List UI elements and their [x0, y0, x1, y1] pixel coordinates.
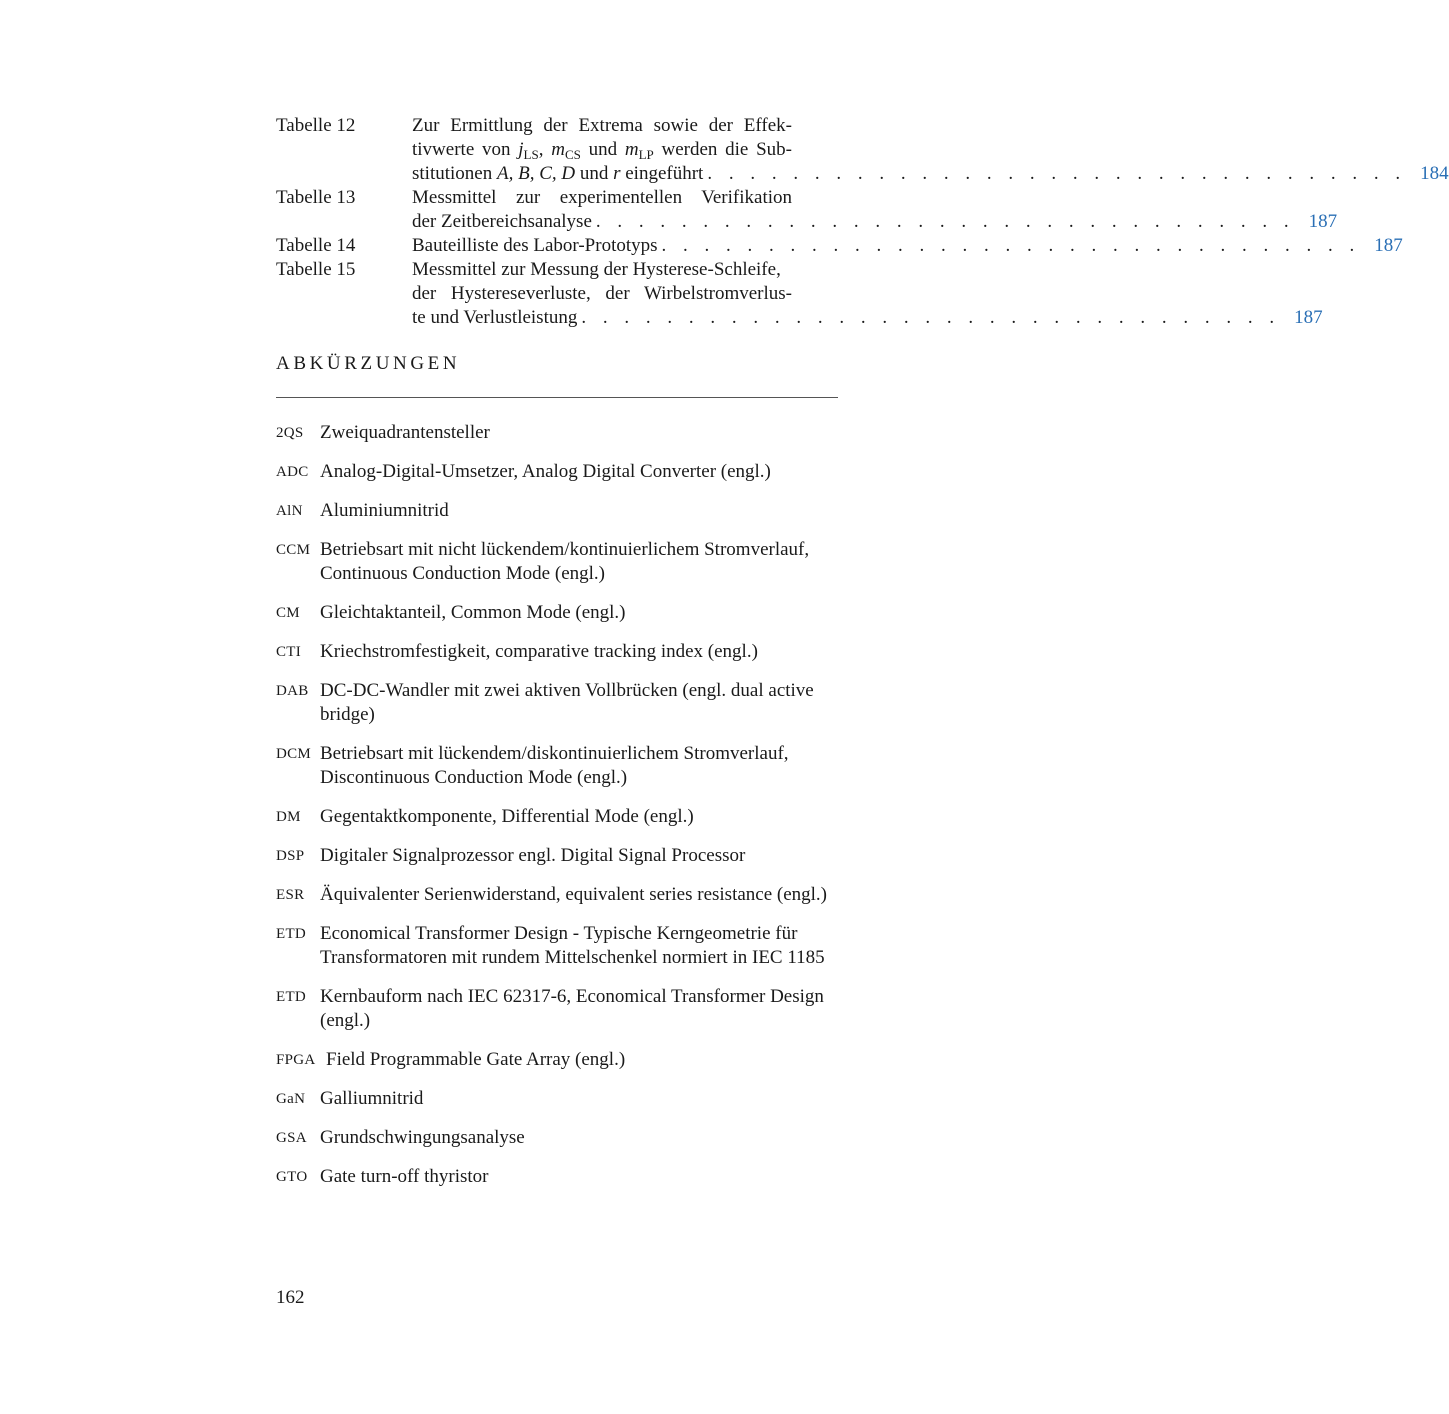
abbreviation-definition: Gleichtaktanteil, Common Mode (engl.) — [320, 602, 626, 623]
page-number: 162 — [276, 1287, 305, 1308]
abbreviation-definition: Gegentaktkomponente, Differential Mode (engl.) — [320, 806, 694, 827]
table-label: Tabelle 14 — [276, 235, 356, 256]
abbreviation-list — [276, 421, 838, 1204]
abbreviation-definition: Aluminiumnitrid — [320, 500, 449, 521]
list-of-tables-entry — [276, 186, 1338, 234]
list-of-tables — [276, 114, 1449, 330]
abbreviation-definition: Gate turn-off thyristor — [320, 1166, 489, 1187]
abbreviation-definition: Digitaler Signalprozessor engl. Digital Signal Processor — [320, 845, 746, 866]
leader-dots: . . . . . . . . . . . . . . . . . . . . . . . . . . . . . . . . . — [707, 163, 1407, 184]
abbreviation-definition: Kernbauform nach IEC 62317-6, Economical Transformer Design (engl.) — [320, 986, 824, 1031]
abbreviation-definition: Betriebsart mit lückendem/diskontinuierlichem Stromverlauf, Discontinuous Conduction Mode (engl.) — [320, 743, 789, 788]
table-label: Tabelle 12 — [276, 115, 356, 136]
list-of-tables-entry — [276, 234, 1403, 258]
abbreviation-definition: Galliumnitrid — [320, 1088, 424, 1109]
abbreviation-entry — [276, 1165, 838, 1189]
abbreviation-entry — [276, 1087, 838, 1111]
table-label: Tabelle 15 — [276, 259, 356, 280]
abbreviation-term: ETD — [276, 926, 307, 942]
abbreviation-term: CCM — [276, 542, 311, 558]
abbreviation-entry — [276, 499, 838, 523]
chapter-heading: ABKÜRZUNGEN — [276, 353, 461, 374]
abbreviation-entry — [276, 460, 838, 484]
abbreviation-term: DSP — [276, 848, 305, 864]
abbreviation-entry — [276, 679, 838, 727]
abbreviation-definition: Kriechstromfestigkeit, comparative tracking index (engl.) — [320, 641, 758, 662]
table-label: Tabelle 13 — [276, 187, 356, 208]
abbreviation-definition: DC-DC-Wandler mit zwei aktiven Vollbrücken (engl. dual active bridge) — [320, 680, 814, 725]
leader-dots: . . . . . . . . . . . . . . . . . . . . . . . . . . . . . . . . . — [595, 211, 1295, 232]
abbreviation-definition: Economical Transformer Design - Typische Kerngeometrie für Transformatoren mit rundem Mittelschenkel normiert in IEC 1185 — [320, 923, 825, 968]
abbreviation-definition: Zweiquadrantensteller — [320, 422, 490, 443]
abbreviation-term: ESR — [276, 887, 305, 903]
list-of-tables-entry — [276, 258, 1323, 330]
abbreviation-definition: Äquivalenter Serienwiderstand, equivalent series resistance (engl.) — [320, 884, 828, 905]
abbreviation-term: DAB — [276, 683, 309, 699]
abbreviation-entry — [276, 805, 838, 829]
abbreviation-term: GaN — [276, 1091, 306, 1107]
abbreviation-term: GSA — [276, 1130, 307, 1146]
abbreviation-entry — [276, 538, 838, 586]
caption-line: Messmittel zur experimentellen Verifikation — [412, 187, 792, 208]
abbreviation-entry — [276, 742, 838, 790]
abbreviation-entry — [276, 640, 838, 664]
abbreviation-definition: Analog-Digital-Umsetzer, Analog Digital Converter (engl.) — [320, 461, 771, 482]
page-link[interactable]: 184 — [1420, 163, 1449, 184]
abbreviation-term: ETD — [276, 989, 307, 1005]
abbreviation-entry — [276, 844, 838, 868]
heading-rule — [276, 397, 838, 398]
abbreviation-definition: Betriebsart mit nicht lückendem/kontinuierlichem Stromverlauf, Continuous Conduction Mode (engl.) — [320, 539, 810, 584]
abbreviation-definition: Grundschwingungsanalyse — [320, 1127, 525, 1148]
abbreviation-entry — [276, 922, 838, 970]
abbreviation-definition: Field Programmable Gate Array (engl.) — [326, 1049, 626, 1070]
leader-dots: . . . . . . . . . . . . . . . . . . . . . . . . . . . . . . . . . — [661, 235, 1361, 256]
caption-line: Zur Ermittlung der Extrema sowie der Effek- — [412, 115, 792, 136]
page-link[interactable]: 187 — [1308, 211, 1338, 232]
table-caption — [412, 234, 1403, 258]
leader-dots: . . . . . . . . . . . . . . . . . . . . . . . . . . . . . . . . . — [581, 307, 1281, 328]
abbreviation-term: GTO — [276, 1169, 308, 1185]
table-caption — [412, 114, 1449, 186]
abbreviation-entry — [276, 985, 838, 1033]
abbreviation-term: CTI — [276, 644, 302, 660]
list-of-tables-entry — [276, 114, 1449, 186]
abbreviation-entry — [276, 601, 838, 625]
caption-line: Messmittel zur Messung der Hysterese-Schleife, — [412, 259, 781, 280]
abbreviation-term: DM — [276, 809, 301, 825]
page-link[interactable]: 187 — [1294, 307, 1323, 328]
caption-line: tivwerte von $j_{LS}$, $m_{CS}$ und $m_{LP}$ werden die Sub- — [412, 139, 793, 162]
caption-line: der Hystereseverluste, der Wirbelstromverlus- — [412, 283, 792, 304]
abbreviation-entry — [276, 421, 838, 445]
abbreviation-term: DCM — [276, 746, 312, 762]
abbreviation-entry — [276, 883, 838, 907]
abbreviation-term: AlN — [276, 503, 303, 519]
caption-line: stitutionen A, B, C, D und r eingeführt — [412, 163, 704, 184]
abbreviation-term: FPGA — [276, 1052, 316, 1068]
caption-line: Bauteilliste des Labor-Prototyps — [412, 235, 658, 256]
abbreviation-entry — [276, 1126, 838, 1150]
table-caption — [412, 186, 1338, 234]
caption-line: te und Verlustleistung — [412, 307, 578, 328]
abbreviation-term: CM — [276, 605, 300, 621]
abbreviation-term: 2QS — [276, 425, 304, 441]
table-caption — [412, 258, 1323, 330]
page-link[interactable]: 187 — [1374, 235, 1403, 256]
abbreviation-term: ADC — [276, 464, 309, 480]
caption-line: der Zeitbereichsanalyse — [412, 211, 592, 232]
abbreviation-entry — [276, 1048, 838, 1072]
